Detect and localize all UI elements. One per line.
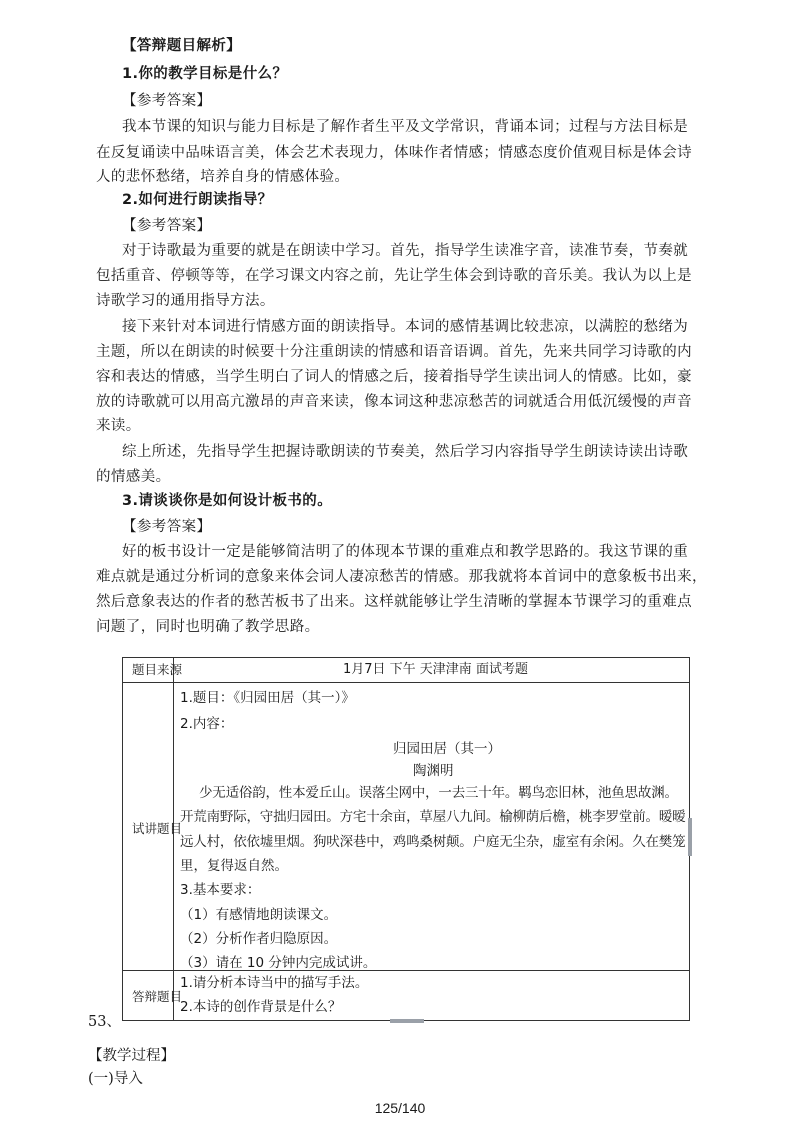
item-number: 53、 <box>88 1014 121 1030</box>
answer-1-line: 人的悲怀愁绪，培养自身的情感体验。 <box>96 169 350 185</box>
answer-2-line: 对于诗歌最为重要的就是在朗读中学习。首先，指导学生读准字音，读准节奏，节奏就 <box>122 243 689 259</box>
answer-2-line: 主题，所以在朗读的时候要十分注重朗读的情感和语音语调。首先，先来共同学习诗歌的内 <box>96 344 692 360</box>
answer-3-line: 好的板书设计一定是能够简洁明了的体现本节课的重难点和教学思路的。我这节课的重 <box>122 544 689 560</box>
requirements-label: 3.基本要求： <box>180 882 261 898</box>
defense-item: 2.本诗的创作背景是什么？ <box>180 999 342 1015</box>
poem-line: 开荒南野际，守拙归园田。方宅十余亩，草屋八九间。榆柳荫后檐，桃李罗堂前。暧暧 <box>180 809 686 825</box>
table-header-value: 1月7日 下午 天津津南 面试考题 <box>343 662 528 677</box>
section-heading: 【答辩题目解析】 <box>122 38 242 54</box>
poem-line: 里，复得返自然。 <box>180 858 288 874</box>
answer-3-line: 问题了，同时也明确了教学思路。 <box>96 619 320 635</box>
answer-3-line: 然后意象表达的作者的愁苦板书了出来。这样就能够让学生清晰的掌握本节课学习的重难点 <box>96 594 692 610</box>
image-resize-handle[interactable] <box>390 1019 424 1023</box>
exam-table <box>122 657 690 1021</box>
answer-2-line: 放的诗歌就可以用高亢激昂的声音来读，像本词这种悲凉愁苦的词就适合用低沉缓慢的声音 <box>96 394 692 410</box>
answer-2-line: 综上所述，先指导学生把握诗歌朗读的节奏美，然后学习内容指导学生朗读诗读出诗歌 <box>122 444 689 460</box>
defense-item: 1.请分析本诗当中的描写手法。 <box>180 975 369 991</box>
requirement-item: （3）请在 10 分钟内完成试讲。 <box>180 955 377 971</box>
requirement-item: （1）有感情地朗读课文。 <box>180 907 338 923</box>
table-topic: 1.题目：《归园田居（其一）》 <box>180 690 355 706</box>
answer-2-line: 诗歌学习的通用指导方法。 <box>96 293 275 309</box>
requirement-item: （2）分析作者归隐原因。 <box>180 931 338 947</box>
answer-2-line: 包括重音、停顿等等，在学习课文内容之前，先让学生体会到诗歌的音乐美。我认为以上是 <box>96 268 692 284</box>
table-content-label: 2.内容： <box>180 716 234 732</box>
intro-heading: (一)导入 <box>88 1071 143 1087</box>
question-2: 2.如何进行朗读指导？ <box>122 192 273 208</box>
answer-label-3: 【参考答案】 <box>122 519 212 535</box>
answer-3-line: 难点就是通过分析词的意象来体会词人凄凉愁苦的情感。那我就将本首词中的意象板书出来， <box>96 569 707 585</box>
question-3: 3.请谈谈你是如何设计板书的。 <box>122 493 333 509</box>
page-number: 125/140 <box>374 1100 426 1116</box>
poem-author: 陶渊明 <box>413 763 454 779</box>
table-row-label: 答辩题目 <box>132 989 183 1004</box>
poem-line: 远人村，依依墟里烟。狗吠深巷中，鸡鸣桑树颠。户庭无尘杂，虚室有余闲。久在樊笼 <box>180 834 686 850</box>
answer-2-line: 容和表达的情感，当学生明白了词人的情感之后，接着指导学生读出词人的情感。比如，豪 <box>96 369 692 385</box>
poem-line: 少无适俗韵，性本爱丘山。误落尘网中，一去三十年。羁鸟恋旧林，池鱼思故渊。 <box>199 785 678 801</box>
table-header-label: 题目来源 <box>132 662 183 677</box>
answer-label-1: 【参考答案】 <box>122 93 212 109</box>
poem-title: 归园田居（其一） <box>393 741 501 757</box>
answer-1-line: 我本节课的知识与能力目标是了解作者生平及文学常识，背诵本词；过程与方法目标是 <box>122 119 689 135</box>
image-resize-handle[interactable] <box>688 818 692 856</box>
answer-2-line: 的情感美。 <box>96 469 171 485</box>
answer-1-line: 在反复诵读中品味语言美，体会艺术表现力，体味作者情感；情感态度价值观目标是体会诗 <box>96 145 692 161</box>
teaching-process-heading: 【教学过程】 <box>88 1048 175 1064</box>
answer-2-line: 来读。 <box>96 418 141 434</box>
table-row-label: 试讲题目 <box>132 821 183 836</box>
answer-2-line: 接下来针对本词进行情感方面的朗读指导。本词的感情基调比较悲凉，以满腔的愁绪为 <box>122 319 689 335</box>
answer-label-2: 【参考答案】 <box>122 218 212 234</box>
question-1: 1.你的教学目标是什么？ <box>122 66 288 82</box>
